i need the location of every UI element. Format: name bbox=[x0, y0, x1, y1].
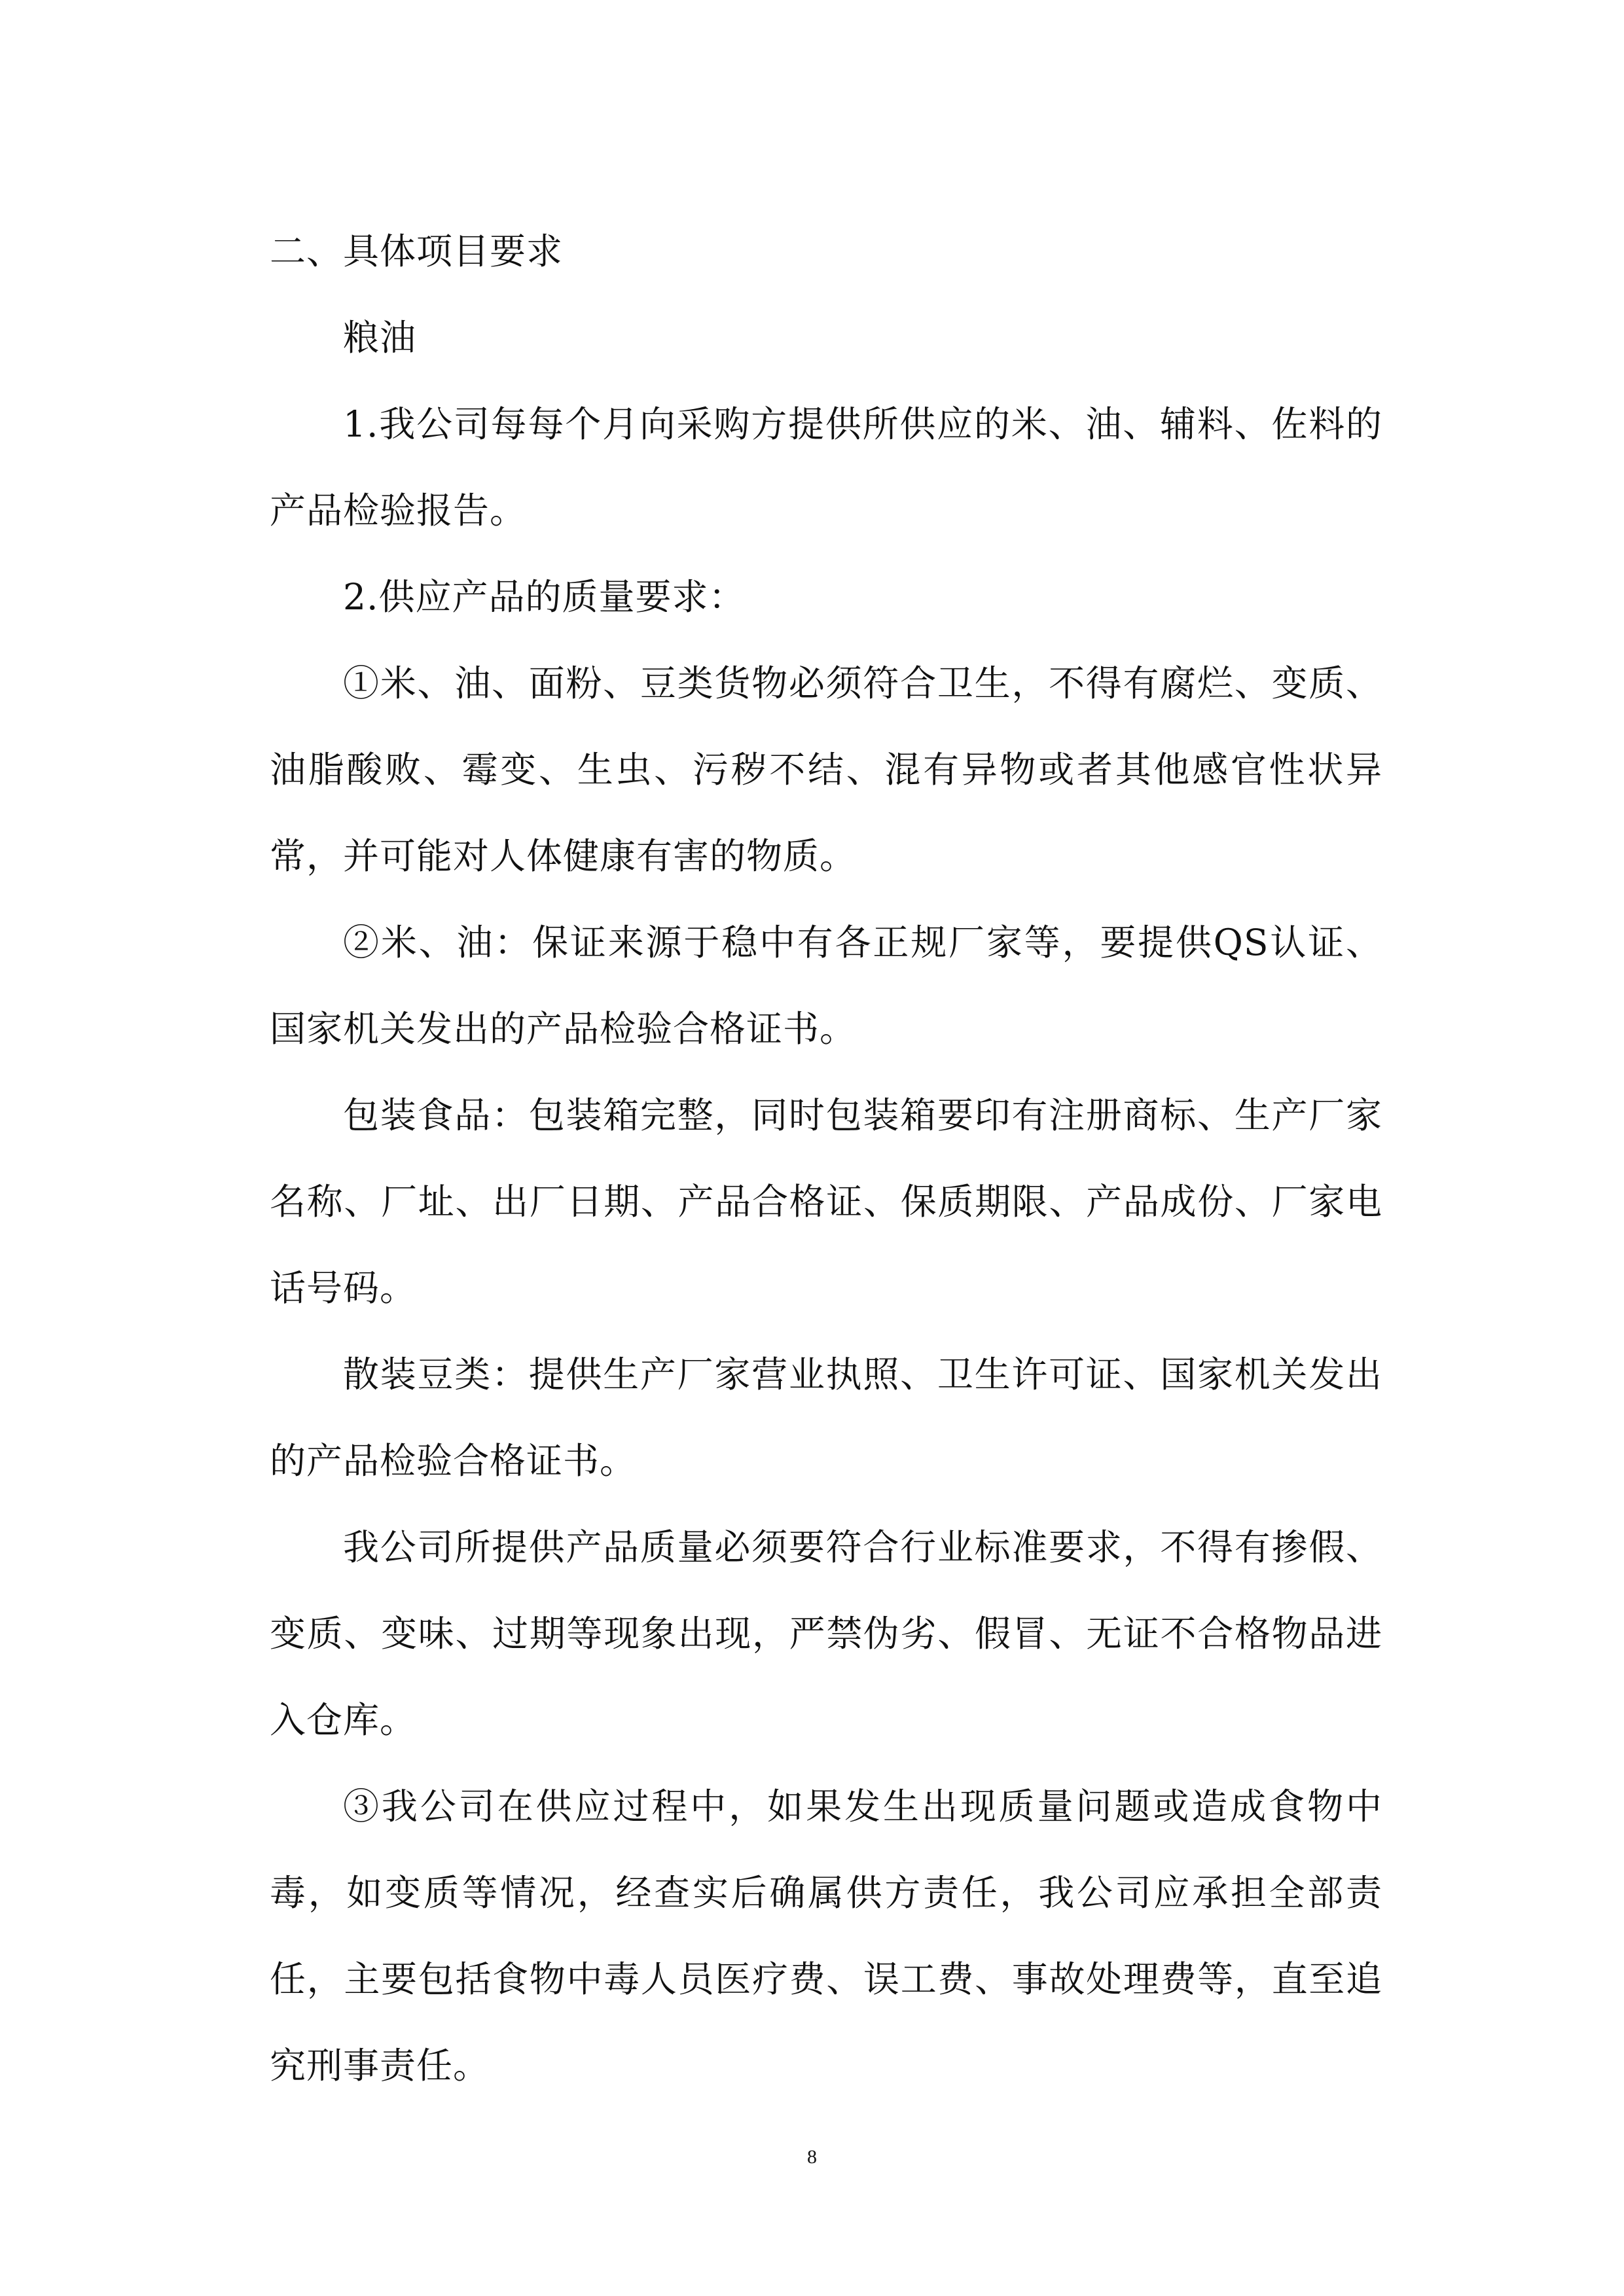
paragraph-inspection-report: 1.我公司每每个月向采购方提供所供应的米、油、辅料、佐料的产品检验报告。 bbox=[270, 403, 1382, 531]
paragraph-quality-requirements: 2.供应产品的质量要求： bbox=[343, 576, 746, 618]
page-number: 8 bbox=[807, 2146, 817, 2168]
paragraph-industry-standard: 我公司所提供产品质量必须要符合行业标准要求，不得有掺假、变质、变味、过期等现象出现，严禁伪劣、假冒、无证不合格物品进入仓库。 bbox=[270, 1526, 1382, 1741]
section-heading: 二、具体项目要求 bbox=[270, 230, 564, 272]
paragraph-hygiene-requirements: ①米、油、面粉、豆类货物必须符合卫生，不得有腐烂、变质、油脂酸败、霉变、生虫、污秽不结、混有异物或者其他感官性状异常，并可能对人体健康有害的物质。 bbox=[270, 662, 1382, 877]
paragraph-bulk-beans: 散装豆类：提供生产厂家营业执照、卫生许可证、国家机关发出的产品检验合格证书。 bbox=[270, 1354, 1382, 1482]
paragraph-packaged-food: 包装食品：包装箱完整，同时包装箱要印有注册商标、生产厂家名称、厂址、出厂日期、产品合格证、保质期限、产品成份、厂家电话号码。 bbox=[270, 1094, 1382, 1309]
paragraph-source-certification: ②米、油：保证来源于稳中有各正规厂家等，要提供QS认证、国家机关发出的产品检验合格证书。 bbox=[270, 922, 1382, 1050]
subheading-grain-oil: 粮油 bbox=[343, 317, 417, 359]
document-body bbox=[270, 208, 1382, 2109]
paragraph-liability: ③我公司在供应过程中，如果发生出现质量问题或造成食物中毒，如变质等情况，经查实后确属供方责任，我公司应承担全部责任，主要包括食物中毒人员医疗费、误工费、事故处理费等，直至追究刑事责任。 bbox=[270, 1785, 1382, 2087]
